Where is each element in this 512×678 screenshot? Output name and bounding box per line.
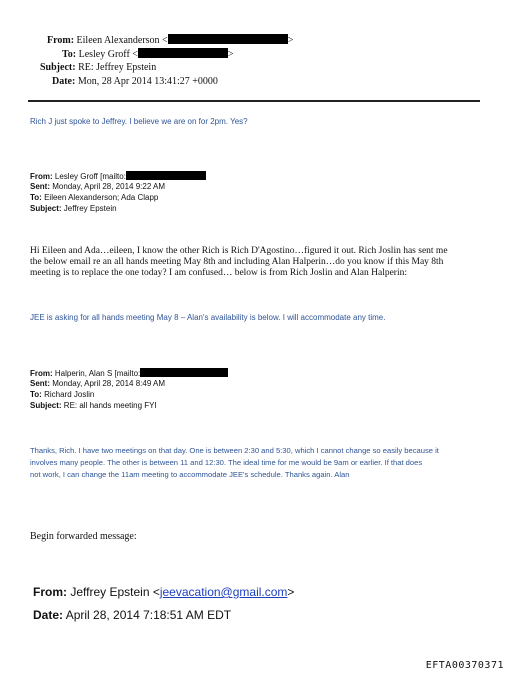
msg2-body-line: Hi Eileen and Ada…eileen, I know the other Rich is Rich D'Agostino…figured it out. Rich Joslin has sent me (30, 246, 448, 256)
fwd-from-email-link[interactable]: jeevacation@gmail.com (159, 585, 288, 599)
header-date-label: Date: (52, 76, 76, 87)
msg3-body-line: involves many people. The other is between 11 and 12:30. The ideal time for me would be 9am or earlier. If that does (30, 458, 423, 467)
redaction-bar (138, 48, 228, 58)
msg3-sent-row (30, 379, 165, 389)
msg3-sent-value: Monday, April 28, 2014 8:49 AM (52, 379, 166, 388)
fwd-from-value-post: > (287, 585, 295, 599)
header-from-value: Eileen Alexanderson < (76, 35, 168, 46)
header-subject-row (40, 62, 156, 73)
redaction-bar (126, 171, 206, 180)
msg3-body (30, 445, 439, 481)
msg3-subject-label: Subject: (30, 401, 62, 410)
msg2-body-line: the below email re an all hands meeting May 8th and including Alan Halperin…do you know if this May 8th (30, 257, 444, 267)
header-divider (28, 100, 480, 102)
header-date-row (52, 76, 218, 87)
jee-text: JEE is asking for all hands meeting May 8 – Alan's availability is below. I will accommodate any time. (30, 313, 386, 322)
msg3-to-label: To: (30, 390, 42, 399)
fwd-from-value-pre: Jeffrey Epstein < (70, 585, 160, 599)
header-from-row (47, 34, 293, 46)
msg2-from-label: From: (30, 172, 53, 181)
redaction-bar (140, 368, 228, 377)
header-subject-label: Subject: (40, 62, 76, 73)
msg2-subject-label: Subject: (30, 204, 62, 213)
msg3-subject-row (30, 401, 157, 411)
msg2-sent-value: Monday, April 28, 2014 9:22 AM (52, 182, 166, 191)
fwd-date-label: Date: (33, 608, 64, 622)
msg2-sent-row (30, 182, 165, 192)
msg2-from-row (30, 171, 206, 182)
header-to-tail: > (227, 49, 234, 60)
msg3-subject-value: RE: all hands meeting FYI (63, 401, 157, 410)
msg3-from-label: From: (30, 369, 53, 378)
header-to-value: Lesley Groff < (78, 49, 138, 60)
header-to-label: To: (62, 49, 77, 60)
msg2-body (30, 246, 448, 279)
msg2-body-line: meeting is to replace the one today? I am confused… below is from Rich Joslin and Alan Halperin: (30, 268, 407, 278)
msg2-to-value: Eileen Alexanderson; Ada Clapp (44, 193, 159, 202)
msg3-from-row (30, 368, 228, 379)
header-date-value: Mon, 28 Apr 2014 13:41:27 +0000 (77, 76, 218, 87)
header-to-row (62, 48, 234, 60)
msg2-sent-label: Sent: (30, 182, 50, 191)
redaction-bar (168, 34, 288, 44)
header-subject-value: RE: Jeffrey Epstein (78, 62, 157, 73)
msg3-from-value: Halperin, Alan S [mailto: (54, 369, 141, 378)
fwd-date-row (33, 608, 231, 622)
msg3-to-row (30, 390, 94, 400)
fwd-from-label: From: (33, 585, 67, 599)
document-id: EFTA00370371 (425, 660, 504, 671)
header-from-tail: > (287, 35, 294, 46)
msg3-sent-label: Sent: (30, 379, 50, 388)
msg2-to-label: To: (30, 193, 42, 202)
fwd-from-row (33, 585, 294, 599)
msg3-to-value: Richard Joslin (44, 390, 95, 399)
fwd-date-value: April 28, 2014 7:18:51 AM EDT (65, 608, 232, 622)
header-from-label: From: (47, 35, 75, 46)
reply-text: Rich J just spoke to Jeffrey. I believe we are on for 2pm. Yes? (30, 117, 248, 126)
msg3-body-line: Thanks, Rich. I have two meetings on that day. One is between 2:30 and 5:30, which I cannot change so easily because it (30, 446, 439, 455)
msg2-subject-value: Jeffrey Epstein (63, 204, 117, 213)
msg2-subject-row (30, 204, 117, 214)
msg3-body-line: not work, I can change the 11am meeting to accommodate JEE's schedule. Thanks again. Alan (30, 470, 350, 479)
forwarded-label: Begin forwarded message: (30, 531, 137, 542)
msg2-to-row (30, 193, 158, 203)
msg2-from-value: Lesley Groff [mailto: (54, 172, 126, 181)
